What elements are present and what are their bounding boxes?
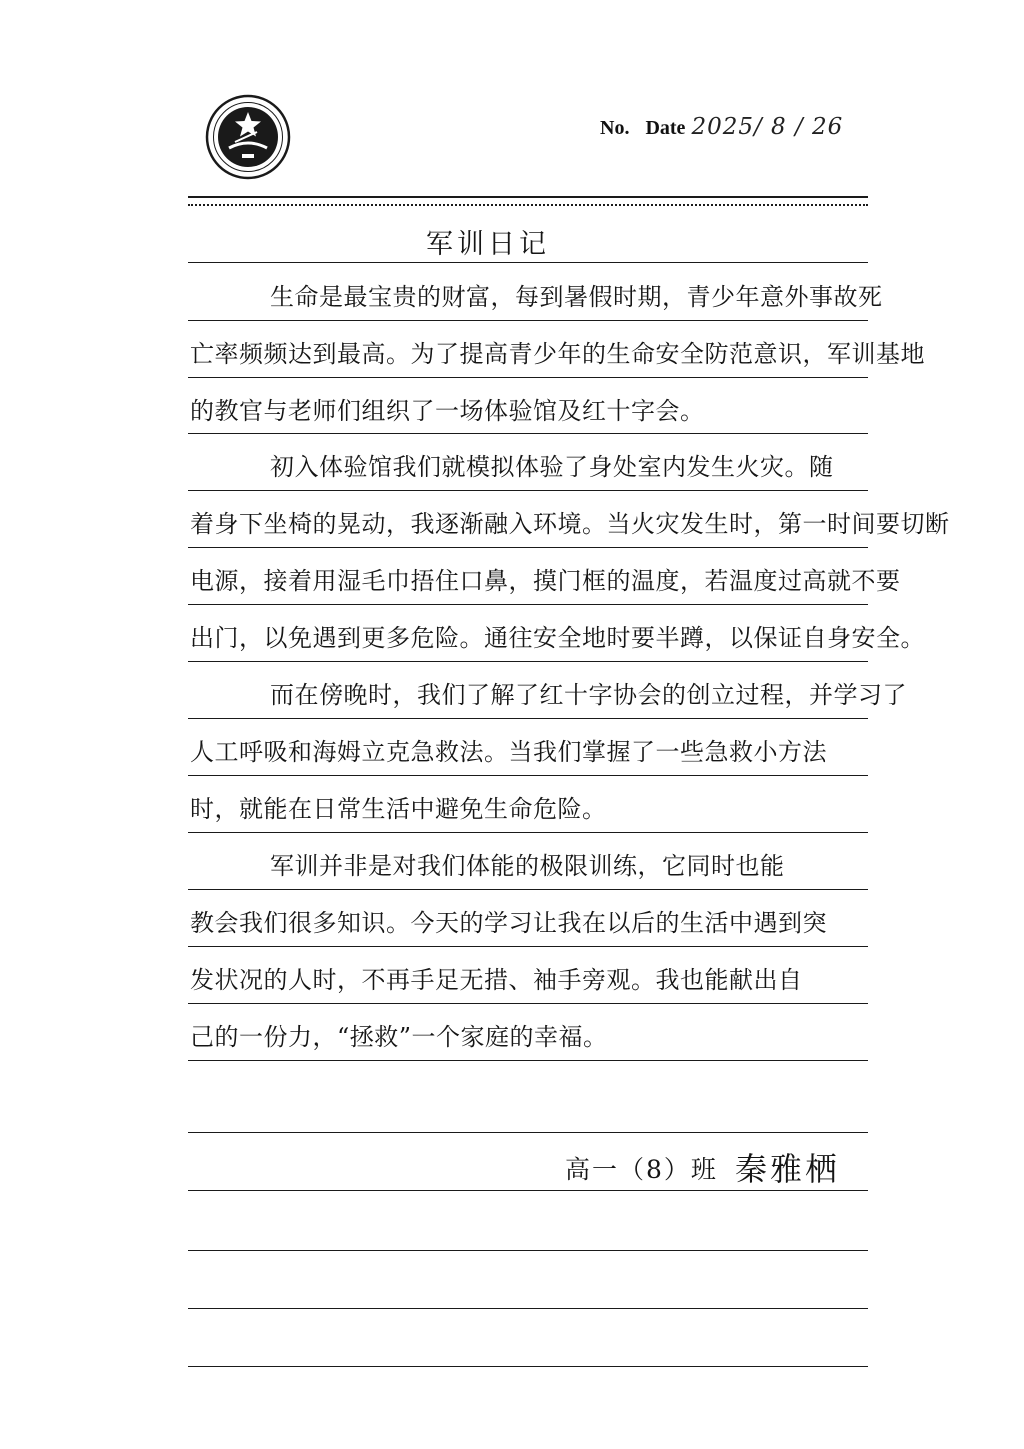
ruled-line [188,1250,868,1251]
ruled-line [188,718,868,719]
ruled-line [188,547,868,548]
ruled-line [188,490,868,491]
diary-line: 而在傍晚时，我们了解了红十字协会的创立过程，并学习了 [270,681,907,709]
diary-line: 的教官与老师们组织了一场体验馆及红十字会。 [190,397,705,425]
diary-title: 军训日记 [426,229,550,260]
ruled-line [188,889,868,890]
ruled-line [188,1003,868,1004]
ruled-line [188,832,868,833]
diary-line: 军训并非是对我们体能的极限训练，它同时也能 [270,852,785,880]
diary-line: 出门，以免遇到更多危险。通往安全地时要半蹲，以保证自身安全。 [190,624,925,652]
ruled-line [188,1308,868,1309]
signature-name: 秦雅栖 [735,1150,841,1188]
header [600,114,843,148]
ruled-line [188,433,868,434]
diary-line: 己的一份力，“拯救”一个家庭的幸福。 [190,1023,608,1051]
ruled-line [188,262,868,263]
diary-line: 初入体验馆我们就模拟体验了身处室内发生火灾。随 [270,453,834,481]
no-label: No. [600,117,630,139]
diary-line: 教会我们很多知识。今天的学习让我在以后的生活中遇到突 [190,909,827,937]
ruled-line [188,604,868,605]
header-rule-dotted [188,204,868,206]
diary-line: 电源，接着用湿毛巾捂住口鼻，摸门框的温度，若温度过高就不要 [190,567,901,595]
diary-line: 人工呼吸和海姆立克急救法。当我们掌握了一些急救小方法 [190,738,827,766]
ruled-line [188,1366,868,1367]
date-label: Date [645,117,686,139]
signature-class: 高一（8）班 [565,1155,718,1184]
diary-line: 时，就能在日常生活中避免生命危险。 [190,795,607,823]
ruled-line [188,661,868,662]
diary-line: 着身下坐椅的晃动，我逐渐融入环境。当火灾发生时，第一时间要切断 [190,510,950,538]
diary-line: 生命是最宝贵的财富，每到暑假时期，青少年意外事故死 [270,283,883,311]
date-value: 2025/ 8 / 26 [691,114,844,140]
ruled-line [188,775,868,776]
ruled-line [188,1132,868,1133]
ruled-line [188,377,868,378]
diary-line: 发状况的人时，不再手足无措、袖手旁观。我也能献出自 [190,966,803,994]
ruled-line [188,1190,868,1191]
header-rule-solid [188,196,868,198]
diary-line: 亡率频频达到最高。为了提高青少年的生命安全防范意识，军训基地 [190,340,925,368]
ruled-line [188,320,868,321]
ruled-line [188,1060,868,1061]
school-seal-logo [205,94,291,180]
ruled-line [188,946,868,947]
